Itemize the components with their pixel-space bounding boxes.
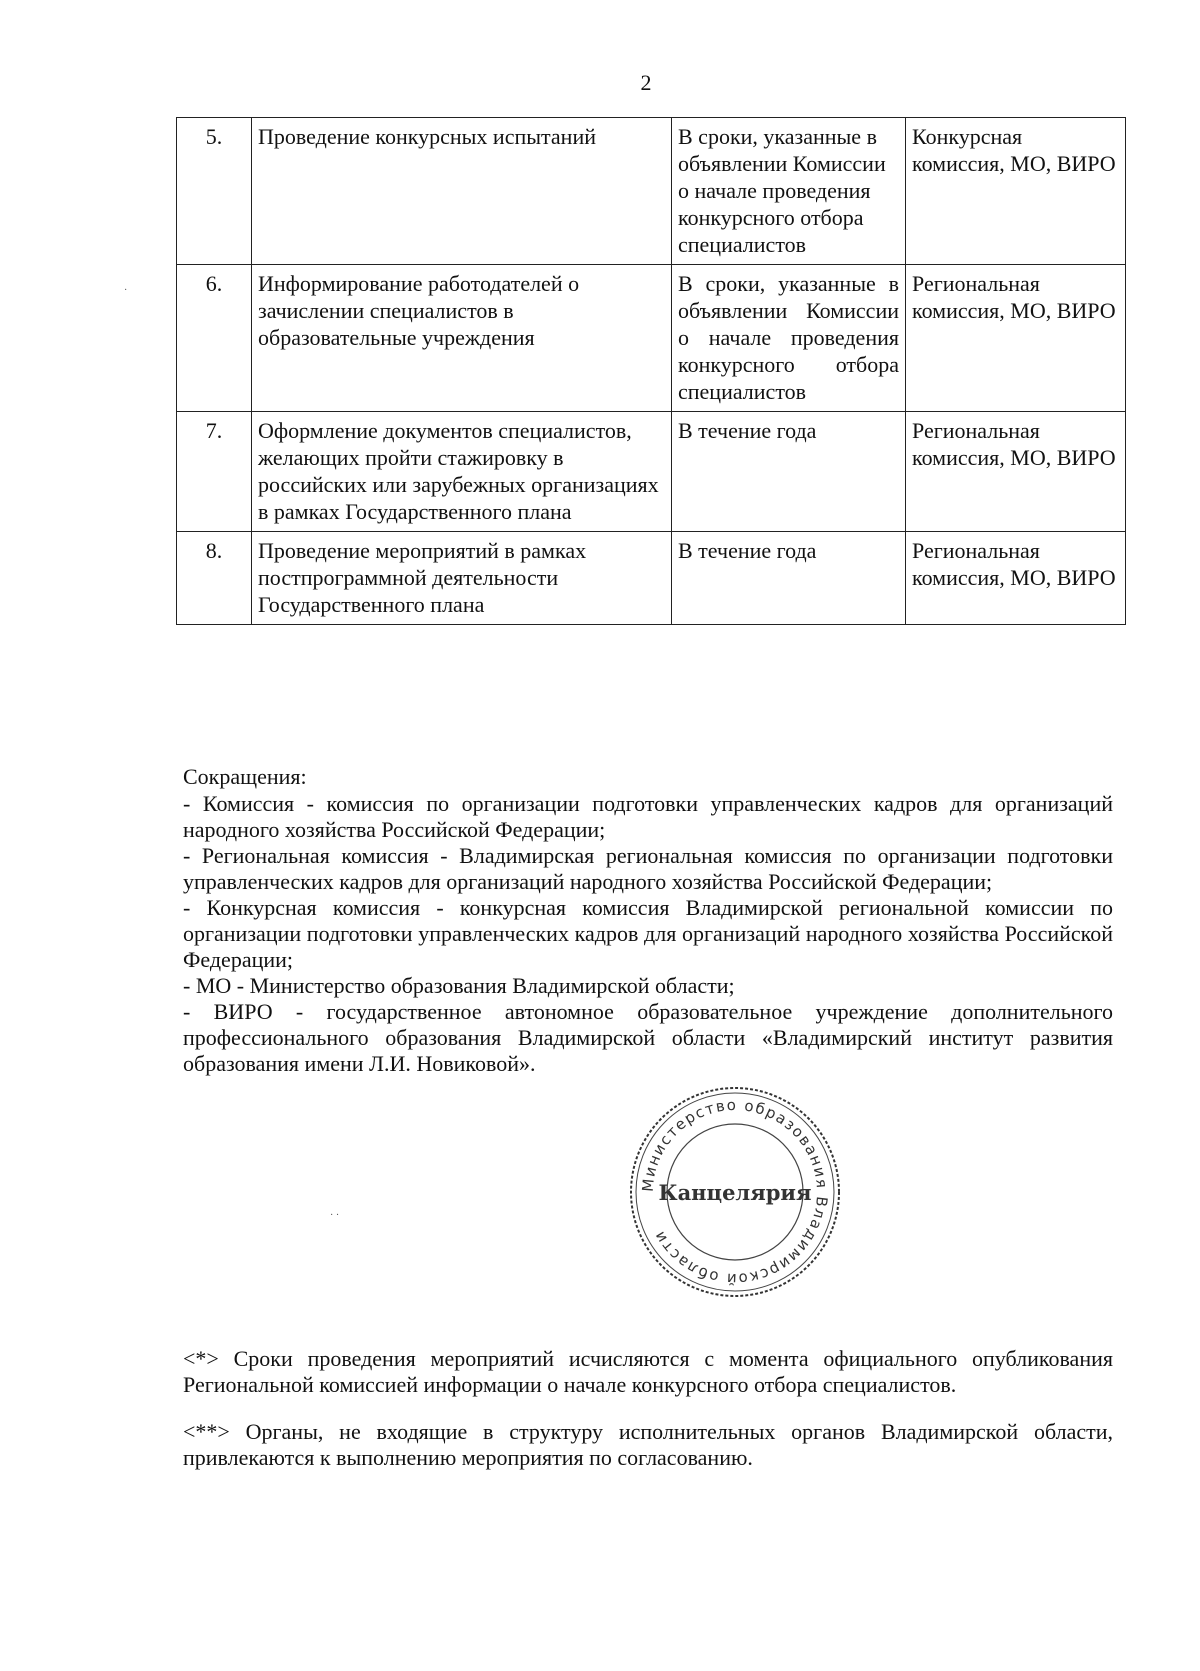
scan-speck: · · bbox=[330, 1210, 340, 1221]
stamp-center-text: Канцелярия bbox=[658, 1180, 812, 1205]
row-number: 7. bbox=[177, 412, 252, 532]
table-row bbox=[177, 412, 1126, 532]
event-cell: Проведение конкурсных испытаний bbox=[252, 118, 672, 265]
term-cell: В течение года bbox=[672, 532, 906, 625]
abbreviation-item: - Конкурсная комиссия - конкурсная комиссия Владимирской региональной комиссии по организации подготовки управленческих кадров для организаций народного хозяйства Российской Федерации; bbox=[183, 895, 1113, 972]
term-cell: В сроки, указанные в объявлении Комиссии о начале проведения конкурсного отбора специалистов bbox=[672, 118, 906, 265]
stamp-ring-text: Министерство образования Владимирской области bbox=[638, 1095, 832, 1289]
footnote: <**> Органы, не входящие в структуру исполнительных органов Владимирской области, привлекаются к выполнению мероприятия по согласованию. bbox=[183, 1419, 1113, 1470]
row-number: 6. bbox=[177, 265, 252, 412]
scan-speck: · bbox=[124, 285, 128, 296]
abbreviation-item: - ВИРО - государственное автономное образовательное учреждение дополнительного профессионального образования Владимирской области «Владимирский институт развития образования имени Л.И. Новиковой». bbox=[183, 999, 1113, 1076]
table-row bbox=[177, 118, 1126, 265]
event-cell: Оформление документов специалистов, желающих пройти стажировку в российских или зарубежных организациях в рамках Государственного плана bbox=[252, 412, 672, 532]
abbreviations-heading: Сокращения: bbox=[183, 764, 307, 789]
responsible-cell: Региональная комиссия, МО, ВИРО bbox=[906, 532, 1126, 625]
row-number: 5. bbox=[177, 118, 252, 265]
abbreviation-item: - Региональная комиссия - Владимирская региональная комиссия по организации подготовки управленческих кадров для организаций народного хозяйства Российской Федерации; bbox=[183, 843, 1113, 894]
footnote: <*> Сроки проведения мероприятий исчисляются с момента официального опубликования Региональной комиссией информации о начале конкурсного отбора специалистов. bbox=[183, 1346, 1113, 1397]
row-number: 8. bbox=[177, 532, 252, 625]
event-cell: Информирование работодателей о зачислении специалистов в образовательные учреждения bbox=[252, 265, 672, 412]
responsible-cell: Региональная комиссия, МО, ВИРО bbox=[906, 412, 1126, 532]
term-cell: В течение года bbox=[672, 412, 906, 532]
table-row bbox=[177, 532, 1126, 625]
office-stamp bbox=[625, 1082, 845, 1302]
stamp-seal-icon bbox=[625, 1082, 845, 1302]
abbreviation-item: - Комиссия - комиссия по организации подготовки управленческих кадров для организаций народного хозяйства Российской Федерации; bbox=[183, 791, 1113, 842]
page-number: 2 bbox=[640, 70, 652, 95]
responsible-cell: Конкурсная комиссия, МО, ВИРО bbox=[906, 118, 1126, 265]
term-cell: В сроки, указанные в объявлении Комиссии о начале проведения конкурсного отбора специалистов bbox=[672, 265, 906, 412]
plan-table bbox=[176, 117, 1126, 625]
abbreviations-section bbox=[183, 764, 1113, 1077]
abbreviation-item: - МО - Министерство образования Владимирской области; bbox=[183, 973, 735, 998]
table-row bbox=[177, 265, 1126, 412]
footnotes-section bbox=[183, 1346, 1113, 1492]
responsible-cell: Региональная комиссия, МО, ВИРО bbox=[906, 265, 1126, 412]
event-cell: Проведение мероприятий в рамках постпрограммной деятельности Государственного плана bbox=[252, 532, 672, 625]
